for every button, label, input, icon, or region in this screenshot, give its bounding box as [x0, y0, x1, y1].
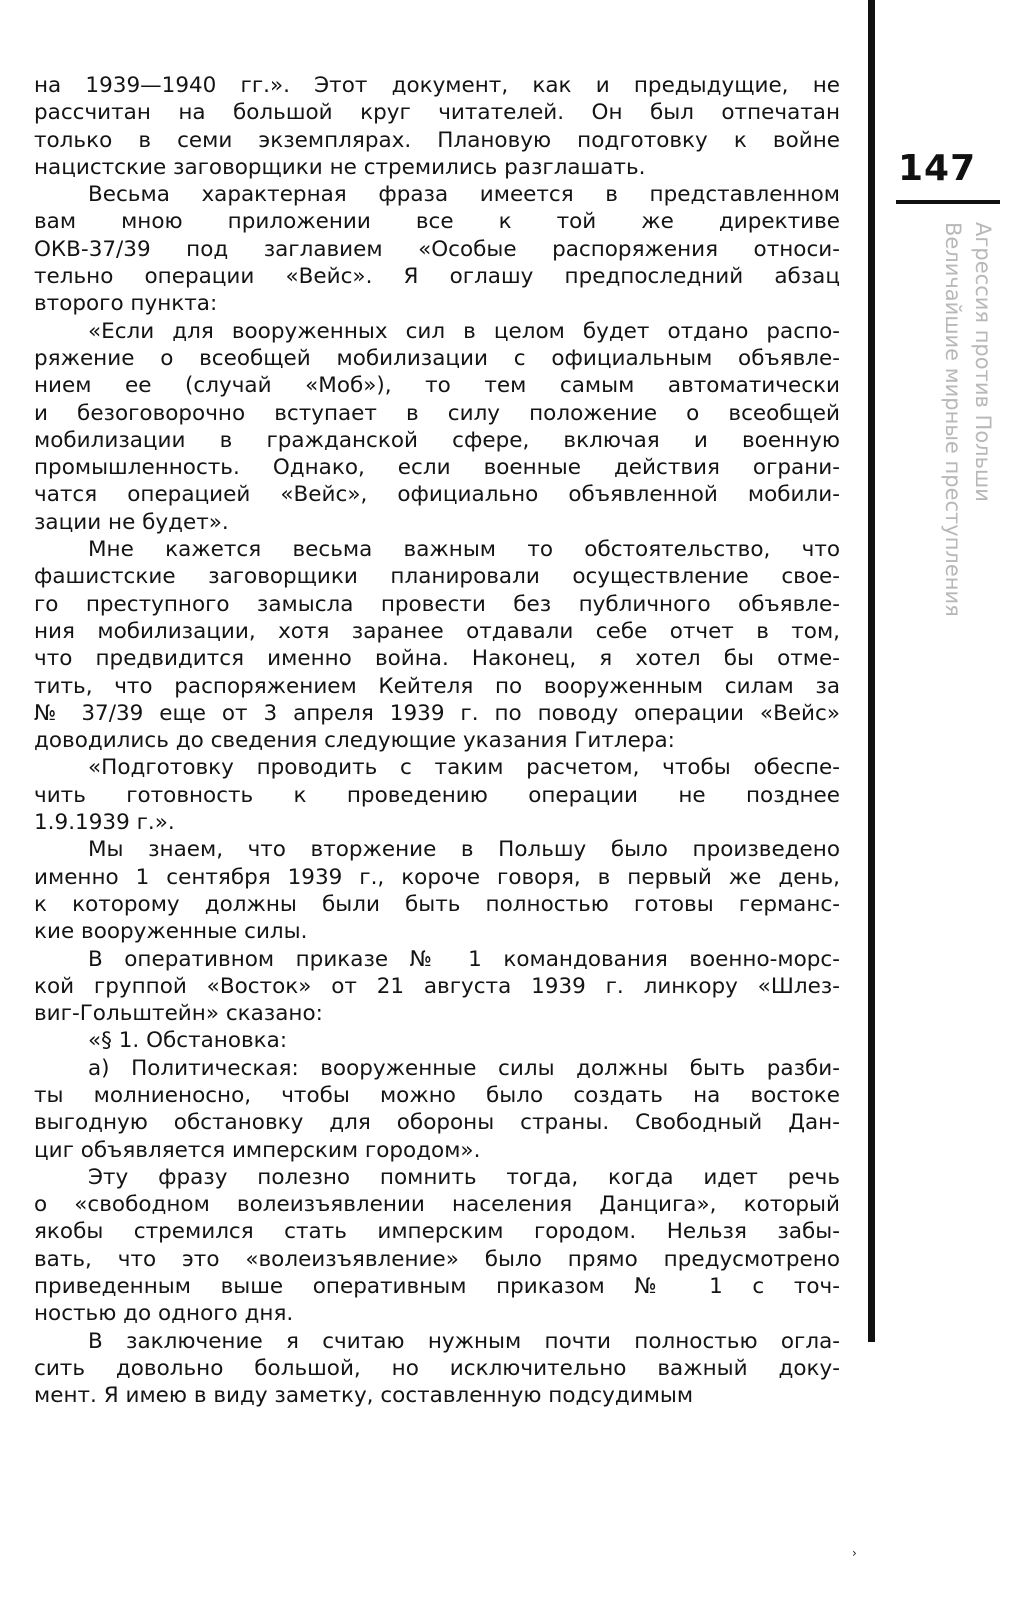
- text-line: тить, что распоряжением Кейтеля по вооруженным силам за: [34, 673, 840, 699]
- text-line: фашистские заговорщики планировали осуществление свое-: [34, 564, 840, 590]
- text-line: ностью до одного дня.: [34, 1301, 294, 1327]
- text-line: виг-Гольштейн» сказано:: [34, 1001, 323, 1027]
- text-line: именно 1 сентября 1939 г., короче говоря, в первый же день,: [34, 864, 840, 890]
- text-line: рассчитан на большой круг читателей. Он был отпечатан: [34, 100, 840, 126]
- body-text: [34, 72, 840, 1410]
- text-line: Весьма характерная фраза имеется в представленном: [88, 182, 840, 208]
- text-line: на 1939—1940 гг.». Этот документ, как и предыдущие, не: [34, 73, 840, 98]
- paragraph: [34, 946, 840, 1028]
- text-line: чатся операцией «Вейс», официально объявленной мобили-: [34, 482, 840, 508]
- text-line: В оперативном приказе № 1 командования военно-морс-: [88, 946, 840, 972]
- text-line: к которому должны были быть полностью готовы германс-: [34, 891, 840, 917]
- text-line: № 37/39 еще от 3 апреля 1939 г. по поводу операции «Вейс»: [34, 700, 840, 726]
- text-line: циг объявляется имперским городом».: [34, 1137, 481, 1163]
- paragraph: [34, 72, 840, 181]
- text-line: зации не будет».: [34, 509, 229, 535]
- text-line: второго пункта:: [34, 291, 218, 317]
- paragraph: [34, 1164, 840, 1328]
- text-line: сить довольно большой, но исключительно важный доку-: [34, 1355, 840, 1381]
- text-line: вам мною приложении все к той же директиве: [34, 209, 840, 235]
- text-line: «§ 1. Обстановка:: [88, 1028, 288, 1054]
- text-line: мобилизации в гражданской сфере, включая и военную: [34, 427, 840, 453]
- paragraph: [34, 181, 840, 317]
- text-line: Мы знаем, что вторжение в Польшу было произведено: [88, 837, 840, 863]
- text-line: якобы стремился стать имперским городом. Нельзя забы-: [34, 1219, 840, 1245]
- text-line: а) Политическая: вооруженные силы должны быть разби-: [88, 1055, 840, 1081]
- paragraph: [34, 318, 840, 536]
- margin-mark: ›: [852, 1546, 857, 1560]
- text-line: мент. Я имею в виду заметку, составленную подсудимым: [34, 1383, 694, 1409]
- text-line: «Подготовку проводить с таким расчетом, чтобы обеспе-: [88, 755, 840, 781]
- vertical-rule: [868, 0, 875, 1342]
- text-line: приведенным выше оперативным приказом № 1 с точ-: [34, 1274, 840, 1300]
- text-line: ряжение о всеобщей мобилизации с официальным объявле-: [34, 345, 840, 371]
- paragraph: [34, 536, 840, 754]
- text-line: кой группой «Восток» от 21 августа 1939 г. линкору «Шлез-: [34, 973, 840, 999]
- paragraph: [34, 1328, 840, 1410]
- text-line: ния мобилизации, хотя заранее отдавали себе отчет в том,: [34, 618, 840, 644]
- text-line: ты молниеносно, чтобы можно было создать на востоке: [34, 1082, 840, 1108]
- text-line: Мне кажется весьма важным то обстоятельство, что: [88, 537, 840, 563]
- text-line: чить готовность к проведению операции не позднее: [34, 782, 840, 808]
- text-line: го преступного замысла провести без публичного объявле-: [34, 591, 840, 617]
- paragraph: [34, 1055, 840, 1164]
- paragraph: [34, 1027, 840, 1054]
- text-line: 1.9.1939 г.».: [34, 810, 175, 836]
- paragraph: [34, 754, 840, 836]
- running-title: [938, 222, 998, 617]
- running-title-line-2: Величайшие мирные преступления: [941, 222, 965, 617]
- text-line: вать, что это «волеизъявление» было прямо предусмотрено: [34, 1246, 840, 1272]
- text-line: тельно операции «Вейс». Я оглашу предпоследний абзац: [34, 264, 840, 290]
- text-line: нацистские заговорщики не стремились разглашать.: [34, 154, 646, 180]
- text-line: о «свободном волеизъявлении населения Данцига», который: [34, 1192, 840, 1218]
- page-number-underline: [896, 200, 1000, 204]
- page-number: 147: [898, 148, 977, 189]
- text-line: выгодную обстановку для обороны страны. Свободный Дан-: [34, 1110, 840, 1136]
- text-line: Эту фразу полезно помнить тогда, когда идет речь: [88, 1164, 840, 1190]
- running-title-line-1: Агрессия против Польши: [971, 222, 995, 502]
- text-line: что предвидится именно война. Наконец, я хотел бы отме-: [34, 646, 840, 672]
- text-line: нием ее (случай «Моб»), то тем самым автоматически: [34, 373, 840, 399]
- text-line: кие вооруженные силы.: [34, 919, 308, 945]
- text-line: и безоговорочно вступает в силу положение о всеобщей: [34, 400, 840, 426]
- text-line: доводились до сведения следующие указания Гитлера:: [34, 728, 675, 754]
- text-line: промышленность. Однако, если военные действия ограни-: [34, 455, 840, 481]
- paragraph: [34, 836, 840, 945]
- text-line: ОКВ-37/39 под заглавием «Особые распоряжения относи-: [34, 236, 840, 262]
- text-line: В заключение я считаю нужным почти полностью огла-: [88, 1328, 840, 1354]
- text-line: «Если для вооруженных сил в целом будет отдано распо-: [88, 318, 840, 344]
- text-line: только в семи экземплярах. Плановую подготовку к войне: [34, 127, 840, 153]
